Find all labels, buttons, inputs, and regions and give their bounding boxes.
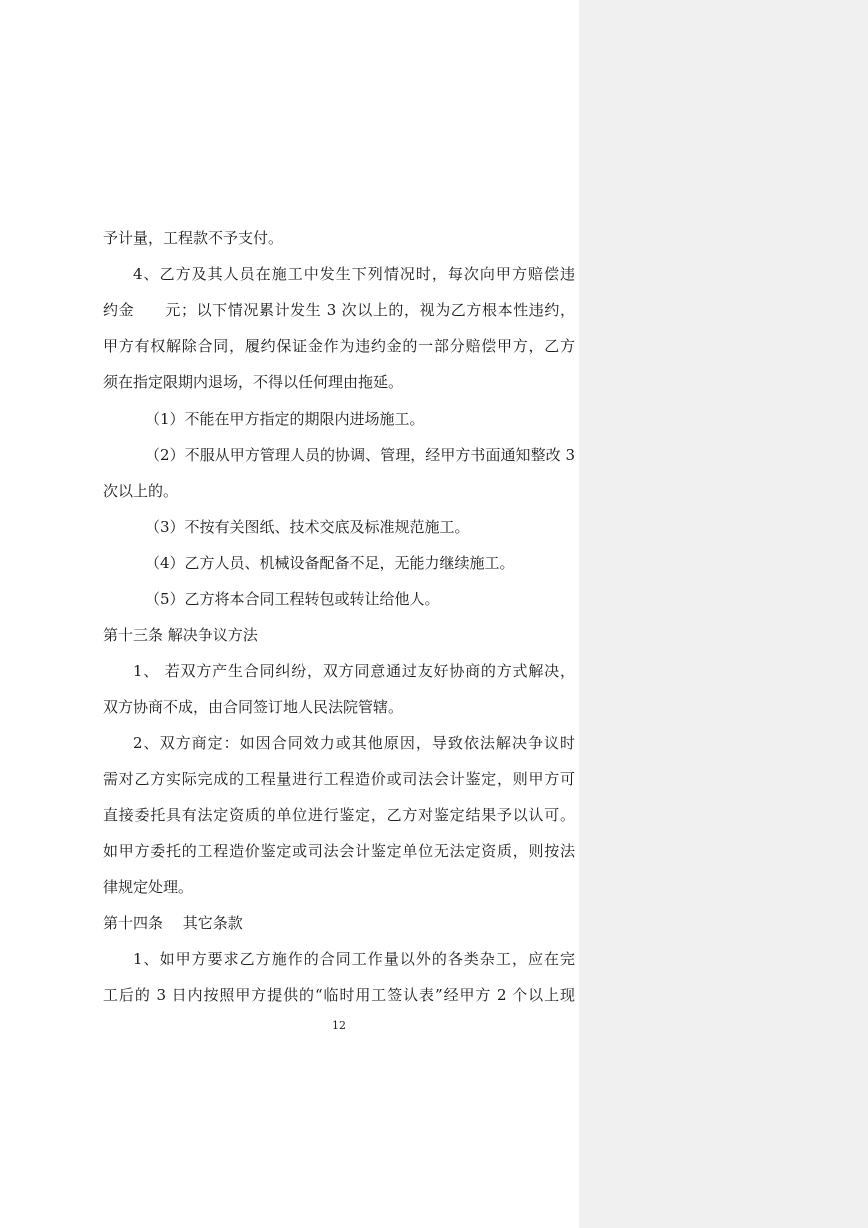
text-line: 2、双方商定：如因合同效力或其他原因，导致依法解决争议时 (133, 734, 575, 752)
page-number: 12 (332, 1019, 346, 1032)
text-line: 直接委托具有法定资质的单位进行鉴定，乙方对鉴定结果予以认可。 (103, 806, 575, 824)
text-line: 1、如甲方要求乙方施作的合同工作量以外的各类杂工，应在完 (133, 950, 575, 968)
text-line: （5）乙方将本合同工程转包或转让给他人。 (145, 590, 440, 608)
text-line: 双方协商不成，由合同签订地人民法院管辖。 (103, 698, 404, 716)
text-line: 须在指定限期内退场，不得以任何理由拖延。 (103, 373, 404, 391)
text-line: 需对乙方实际完成的工程量进行工程造价或司法会计鉴定，则甲方可 (103, 770, 575, 788)
text-line: 如甲方委托的工程造价鉴定或司法会计鉴定单位无法定资质，则按法 (103, 842, 575, 860)
text-line: 4、乙方及其人员在施工中发生下列情况时，每次向甲方赔偿违 (133, 265, 575, 283)
text-line: 律规定处理。 (103, 878, 194, 896)
text-line: 次以上的。 (103, 482, 179, 500)
section-heading: 第十三条 解决争议方法 (103, 626, 258, 644)
text-line: 约金 元；以下情况累计发生 3 次以上的，视为乙方根本性违约， (103, 301, 575, 319)
text-line: （3）不按有关图纸、技术交底及标准规范施工。 (145, 518, 470, 536)
comment-pane (579, 0, 868, 1228)
text-line: 工后的 3 日内按照甲方提供的“临时用工签认表”经甲方 2 个以上现 (103, 986, 575, 1004)
text-line: 甲方有权解除合同，履约保证金作为违约金的一部分赔偿甲方，乙方 (103, 337, 575, 355)
text-line: （1）不能在甲方指定的期限内进场施工。 (145, 410, 425, 428)
text-line: 1、 若双方产生合同纠纷，双方同意通过友好协商的方式解决， (133, 662, 575, 680)
section-heading: 第十四条 其它条款 (103, 914, 243, 932)
text-line: （4）乙方人员、机械设备配备不足，无能力继续施工。 (145, 554, 515, 572)
text-line: （2）不服从甲方管理人员的协调、管理，经甲方书面通知整改 3 (145, 446, 575, 464)
text-line: 予计量，工程款不予支付。 (103, 229, 284, 247)
